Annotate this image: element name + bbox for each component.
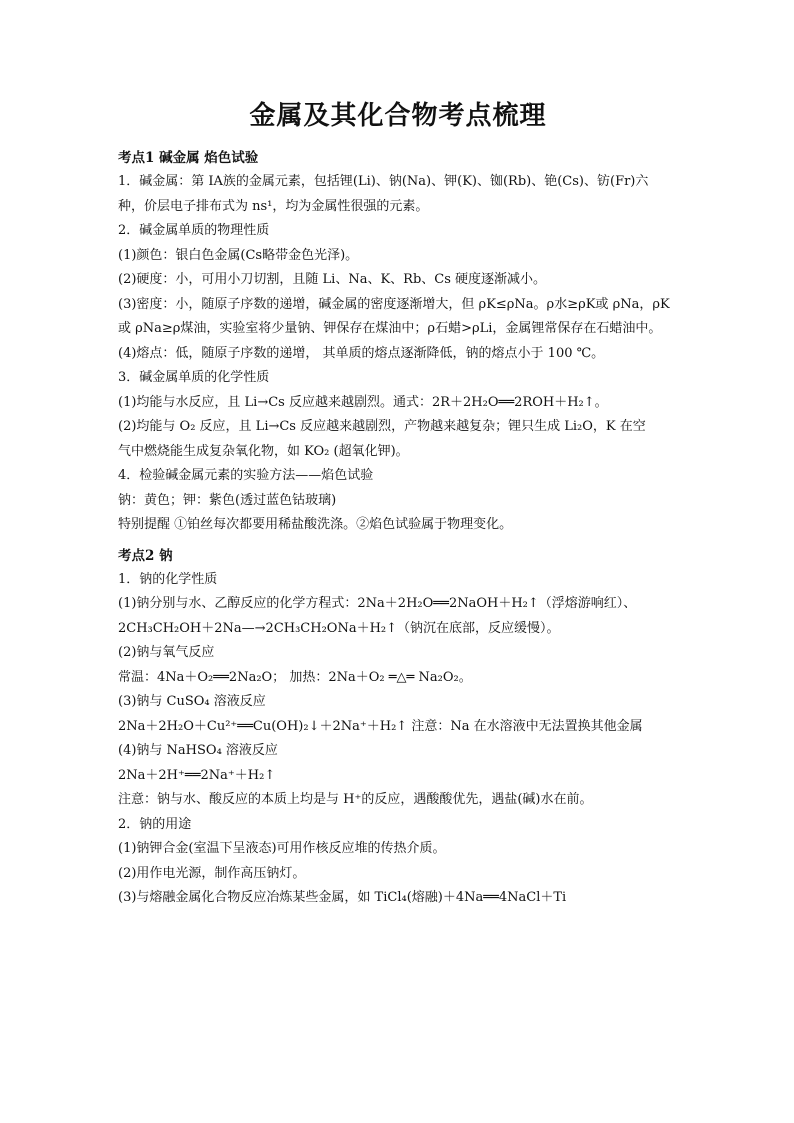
section2-heading: 考点2 钠: [118, 547, 173, 564]
section1-line: (1)颜色：银白色金属(Cs略带金色光泽)。: [118, 247, 359, 263]
section2-line: (3)与熔融金属化合物反应冶炼某些金属，如 TiCl₄(熔融)＋4Na══4NaCl＋Ti: [118, 890, 567, 905]
section1-line: (1)均能与水反应，且 Li→Cs 反应越来越剧烈。通式：2R＋2H₂O══2ROH＋H₂↑。: [118, 394, 608, 410]
section1-line: 2．碱金属单质的物理性质: [118, 223, 270, 238]
section2-line: (2)钠与氧气反应: [118, 645, 215, 660]
section2-line: 2Na＋2H⁺══2Na⁺＋H₂↑: [118, 767, 276, 783]
section1-line: 气中燃烧能生成复杂氧化物，如 KO₂ (超氧化钾)。: [118, 443, 409, 459]
section2-line: 2CH₃CH₂OH＋2Na—→2CH₃CH₂ONa＋H₂↑（钠沉在底部，反应缓慢）。: [118, 620, 560, 636]
section2-line: (1)钠钾合金(室温下呈液态)可用作核反应堆的传热介质。: [118, 841, 446, 856]
section2-line: (1)钠分别与水、乙醇反应的化学方程式：2Na＋2H₂O══2NaOH＋H₂↑（浮熔游响红）、: [118, 596, 637, 611]
section1-line: (3)密度：小，随原子序数的递增，碱金属的密度逐渐增大，但 ρK≤ρNa。ρ水≥ρK或 ρNa，ρK: [118, 296, 670, 312]
document-page: [118, 98, 678, 911]
section1-line: 3．碱金属单质的化学性质: [118, 370, 270, 385]
section2-line: (3)钠与 CuSO₄ 溶液反应: [118, 694, 266, 709]
section1-line: (4)熔点：低，随原子序数的递增， 其单质的熔点逐渐降低，钠的熔点小于 100 ℃。: [118, 345, 605, 361]
section2-line: 1．钠的化学性质: [118, 571, 218, 587]
section1-line: (2)均能与 O₂ 反应，且 Li→Cs 反应越来越剧烈，产物越来越复杂；锂只生成 Li₂O，K 在空: [118, 419, 646, 434]
section1-body: [118, 170, 678, 538]
section2-line: 2．钠的用途: [118, 816, 192, 832]
section1-line: (2)硬度：小，可用小刀切割，且随 Li、Na、K、Rb、Cs 硬度逐渐减小。: [118, 272, 547, 287]
section2-line: (4)钠与 NaHSO₄ 溶液反应: [118, 743, 278, 758]
section1-heading: 考点1 碱金属 焰色试验: [118, 150, 259, 166]
section2-body: [118, 568, 678, 911]
section2-line: (2)用作电光源，制作高压钠灯。: [118, 865, 306, 881]
section1-line: 或 ρNa≥ρ煤油，实验室将少量钠、钾保存在煤油中；ρ石蜡>ρLi，金属锂常保存在石蜡油中。: [118, 321, 662, 336]
section2-line: 常温：4Na＋O₂══2Na₂O； 加热：2Na＋O₂ ═△═ Na₂O₂。: [118, 669, 472, 685]
section1-line: 钠：黄色；钾：紫色(透过蓝色钴玻璃): [118, 492, 337, 508]
section1-line: 1．碱金属：第 ⅠA族的金属元素，包括锂(Li)、钠(Na)、钾(K)、铷(Rb)、铯(Cs)、钫(Fr)六: [118, 174, 649, 189]
section1-line: 4．检验碱金属元素的实验方法——焰色试验: [118, 468, 374, 483]
section1-line: 特别提醒 ①铂丝每次都要用稀盐酸洗涤。②焰色试验属于物理变化。: [118, 517, 513, 532]
section2-line: 2Na＋2H₂O＋Cu²⁺══Cu(OH)₂↓＋2Na⁺＋H₂↑ 注意：Na 在水溶液中无法置换其他金属: [118, 718, 643, 734]
page-title: 金属及其化合物考点梳理: [249, 101, 547, 131]
section2-line: 注意：钠与水、酸反应的本质上均是与 H⁺的反应，遇酸酸优先，遇盐(碱)水在前。: [118, 792, 593, 807]
section1-line: 种，价层电子排布式为 ns¹，均为金属性很强的元素。: [118, 198, 429, 214]
